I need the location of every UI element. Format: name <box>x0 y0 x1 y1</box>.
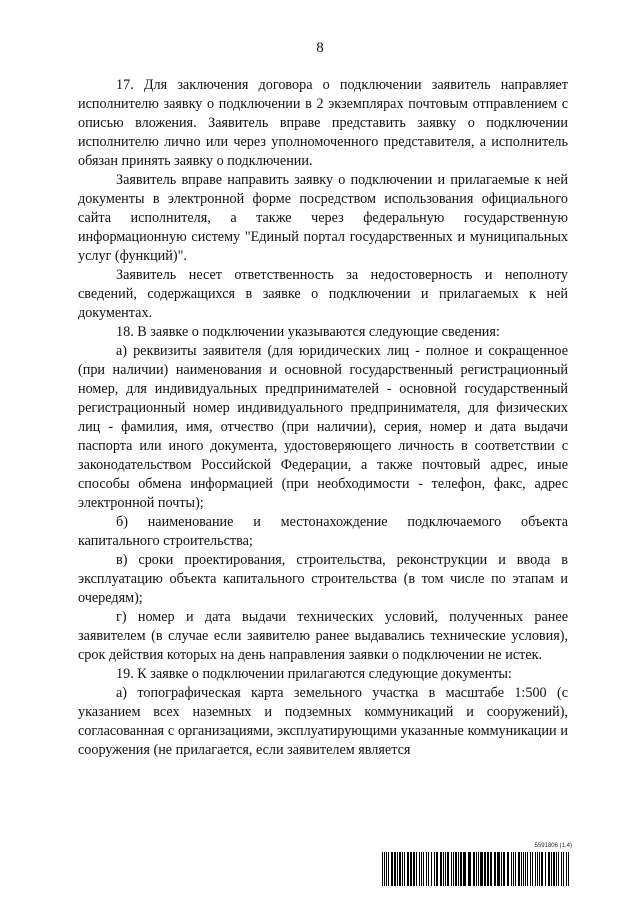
paragraph-18-heading: 18. В заявке о подключении указываются следующие сведения: <box>116 324 500 340</box>
paragraph-19-a-map: а) топографическая карта земельного участка в масштабе 1:500 (с указанием всех наземных и подземных коммуникаций и сооружений), согласованная с организациями, эксплуатирующими указанные коммуникации и сооружения (не прилагается, если заявителем является <box>78 685 568 758</box>
paragraph-17-submission: 17. Для заключения договора о подключении заявитель направляет исполнителю заявку о подключении в 2 экземплярах почтовым отправлением с описью вложения. Заявитель вправе представить заявку о подключении исполнителю лично или через уполномоченного представителя, а исполнитель обязан принять заявку о подключении. <box>78 77 568 169</box>
document-barcode <box>382 843 572 889</box>
paragraph-18-v-terms: в) сроки проектирования, строительства, реконструкции и ввода в эксплуатацию объекта капитального строительства (в том числе по этапам и очередям); <box>78 552 568 606</box>
paragraph-applicant-responsibility: Заявитель несет ответственность за недостоверность и неполноту сведений, содержащихся в заявке о подключении и прилагаемых к ней документах. <box>78 267 568 321</box>
page-number: 8 <box>316 40 324 56</box>
paragraph-electronic-submission: Заявитель вправе направить заявку о подключении и прилагаемые к ней документы в электронной форме посредством использования официального сайта исполнителя, а также через федеральную государственную информационную систему "Единый портал государственных и муниципальных услуг (функций)". <box>78 172 568 264</box>
paragraph-18-g-conditions: г) номер и дата выдачи технических условий, полученных ранее заявителем (в случае если заявителю ранее выдавались технические условия), срок действия которых на день направления заявки о подключении не истек. <box>78 609 568 663</box>
barcode-bars <box>382 852 572 886</box>
paragraph-19-heading: 19. К заявке о подключении прилагаются следующие документы: <box>116 666 512 682</box>
paragraph-18-b-object: б) наименование и местонахождение подключаемого объекта капитального строительства; <box>78 514 568 549</box>
barcode-caption: 5591806 (1.4) <box>534 843 572 849</box>
document-body <box>78 76 568 760</box>
paragraph-18-a-requisites: а) реквизиты заявителя (для юридических лиц - полное и сокращенное (при наличии) наименования и основной государственный регистрационный номер, для индивидуальных предпринимателей - основной государственный регистрационный номер индивидуального предпринимателя, для физических лиц - фамилия, имя, отчество (при наличии), серия, номер и дата выдачи паспорта или иного документа, удостоверяющего личность в соответствии с законодательством Российской Федерации, а также почтовый адрес, иные способы обмена информацией (при необходимости - телефон, факс, адрес электронной почты); <box>78 343 568 511</box>
